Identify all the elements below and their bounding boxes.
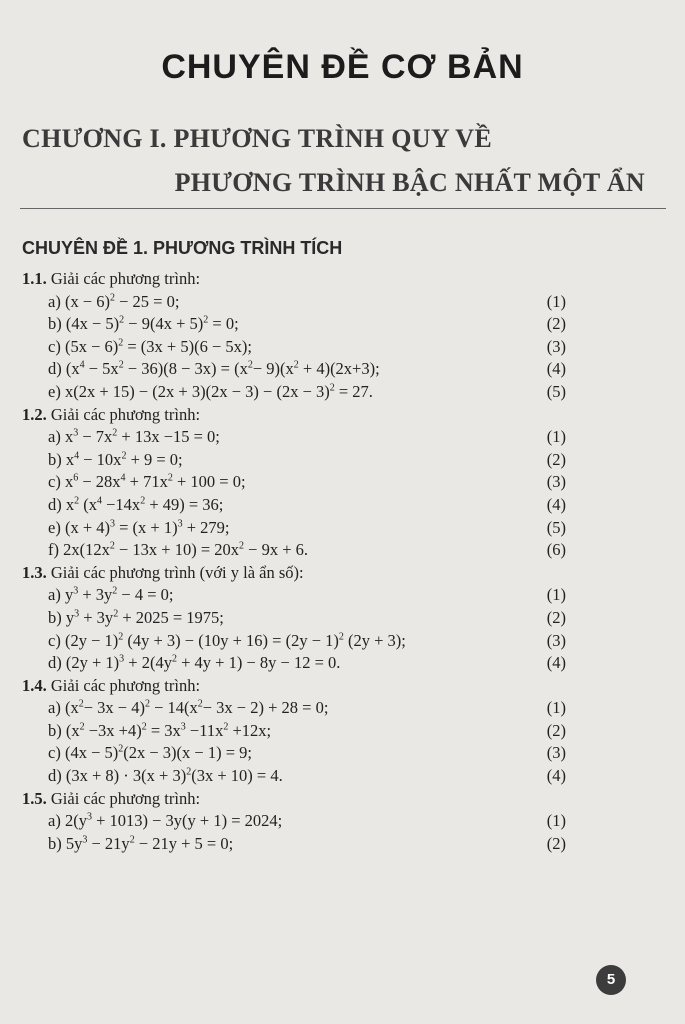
equation-number: (1): [546, 291, 566, 311]
equation-item: [22, 291, 632, 314]
equation-number: (6): [546, 540, 566, 560]
exercise-number: 1.3.: [22, 562, 47, 582]
equation-item: [22, 336, 632, 359]
equation-text: $(x^4 - 5x^2 - 36)(8 - 3x) = (x^2- 9)(x^2 + 4)(2x+3)$;: [65, 359, 380, 379]
chapter-title-line-2: PHƯƠNG TRÌNH BẬC NHẤT MỘT ẨN: [174, 168, 645, 197]
equation-label: d): [48, 653, 66, 673]
equation-label: f): [48, 540, 64, 560]
equation-label: b): [48, 314, 66, 334]
equation-item: [22, 607, 632, 630]
equation-item: [22, 449, 632, 472]
equation-item: [22, 584, 632, 607]
equation-text: $2(y^3 + 1013) - 3y(y + 1) = 2024$;: [64, 811, 283, 831]
equation-label: b): [48, 449, 66, 469]
equation-label: b): [48, 720, 66, 740]
equation-text: $5y^3 - 21y^2 - 21y + 5 = 0$;: [65, 833, 234, 853]
exercise-number: 1.1.: [22, 269, 47, 288]
equation-label: c): [48, 336, 65, 356]
equation-item: [22, 652, 632, 675]
equation-number: (3): [546, 743, 566, 763]
chapter-divider: [20, 208, 666, 209]
equation-item: [22, 539, 632, 562]
equation-label: d): [48, 494, 66, 514]
equation-text: $y^3 + 3y^2 - 4 = 0$;: [64, 585, 174, 605]
equation-text: $(4x - 5)^2(2x - 3)(x - 1) = 9$;: [64, 743, 252, 763]
equation-label: b): [48, 607, 66, 627]
exercise-heading: [22, 404, 632, 427]
equation-label: c): [48, 472, 65, 492]
equation-text: $(x - 6)^2 - 25 = 0$;: [64, 291, 180, 311]
equation-item: [22, 742, 632, 765]
equation-label: a): [48, 698, 65, 718]
equation-number: (3): [546, 630, 566, 650]
exercise-list: [22, 268, 632, 855]
equation-item: [22, 697, 632, 720]
equation-text: $(2y + 1)^3 + 2(4y^2 + 4y + 1) - 8y - 12 = 0$.: [65, 653, 341, 673]
equation-text: $x^2$ $(x^4 -14x^2 + 49) = 36$;: [65, 494, 224, 514]
equation-item: [22, 517, 632, 540]
part-title: CHUYÊN ĐỀ CƠ BẢN: [161, 48, 524, 86]
equation-text: $x^4 - 10x^2 + 9 = 0$;: [65, 449, 183, 469]
equation-text: $y^3 + 3y^2 + 2025 = 1975$;: [65, 607, 224, 627]
equation-number: (1): [546, 585, 566, 605]
equation-label: a): [48, 427, 65, 447]
topic-title: CHUYÊN ĐỀ 1. PHƯƠNG TRÌNH TÍCH: [22, 238, 343, 258]
equation-number: (2): [546, 833, 566, 853]
equation-text: $(x + 4)^3 = (x + 1)^3 + 279$;: [64, 517, 230, 537]
equation-label: a): [48, 291, 65, 311]
equation-item: [22, 630, 632, 653]
exercise-heading: [22, 268, 632, 291]
equation-number: (4): [546, 359, 566, 379]
exercise-heading: [22, 788, 632, 811]
equation-number: (1): [546, 698, 566, 718]
equation-item: [22, 358, 632, 381]
equation-number: (5): [546, 381, 566, 401]
equation-label: e): [48, 381, 65, 401]
equation-text: $x^3 - 7x^2 + 13x -15 = 0$;: [64, 427, 220, 447]
page-number-badge: 5: [596, 965, 626, 995]
equation-text: $x(2x + 15) - (2x + 3)(2x - 3) - (2x - 3)^2 = 27$.: [64, 381, 373, 401]
equation-number: (3): [546, 472, 566, 492]
equation-label: d): [48, 766, 66, 786]
equation-item: [22, 471, 632, 494]
exercise-number: 1.5.: [22, 788, 47, 808]
equation-item: [22, 765, 632, 788]
exercise-heading: [22, 675, 632, 698]
equation-text: $(3x + 8) \cdot 3(x + 3)^2(3x + 10) = 4$.: [65, 766, 283, 786]
equation-number: (2): [546, 720, 566, 740]
equation-number: (4): [546, 653, 566, 673]
equation-item: [22, 833, 632, 856]
equation-item: [22, 494, 632, 517]
equation-label: a): [48, 585, 65, 605]
equation-label: c): [48, 630, 65, 650]
equation-item: [22, 810, 632, 833]
equation-item: [22, 381, 632, 404]
exercise-number: 1.4.: [22, 675, 47, 695]
exercise-prompt: Giải các phương trình (với y là ẩn số):: [46, 562, 304, 582]
equation-text: $2x(12x^2 - 13x + 10) = 20x^2 - 9x + 6$.: [63, 540, 309, 560]
equation-label: d): [48, 359, 66, 379]
equation-text: $(x^2- 3x - 4)^2 - 14(x^2- 3x - 2) + 28 = 0$;: [64, 698, 329, 718]
equation-number: (2): [546, 314, 566, 334]
exercise-number: 1.2.: [22, 404, 47, 424]
equation-number: (4): [546, 766, 566, 786]
equation-text: $x^6 - 28x^4 + 71x^2 + 100 = 0$;: [64, 472, 246, 492]
exercise-prompt: Giải các phương trình:: [46, 675, 201, 695]
equation-number: (5): [546, 517, 566, 537]
exercise-prompt: Giải các phương trình:: [46, 404, 201, 424]
equation-text: $(2y - 1)^2$ $(4y + 3) - (10y + 16) = (2y - 1)^2$ (2y + 3);: [64, 630, 406, 650]
equation-label: b): [48, 833, 66, 853]
equation-text: $(5x - 6)^2 = (3x + 5)(6 - 5x)$;: [64, 336, 252, 356]
equation-item: [22, 426, 632, 449]
exercise-prompt: Giải các phương trình:: [46, 269, 201, 288]
equation-label: a): [48, 811, 65, 831]
chapter-title-line-1: CHƯƠNG I. PHƯƠNG TRÌNH QUY VỀ: [22, 124, 492, 153]
equation-number: (3): [546, 336, 566, 356]
equation-text: $(x^2 -3x +4)^2 = 3x^3 -11x^2 +12x$;: [65, 720, 272, 740]
exercise-prompt: Giải các phương trình:: [46, 788, 201, 808]
equation-item: [22, 313, 632, 336]
equation-item: [22, 720, 632, 743]
equation-label: e): [48, 517, 65, 537]
equation-text: $(4x - 5)^2 - 9(4x + 5)^2 = 0$;: [65, 314, 239, 334]
exercise-heading: [22, 562, 632, 585]
equation-number: (2): [546, 607, 566, 627]
equation-number: (1): [546, 811, 566, 831]
equation-number: (4): [546, 494, 566, 514]
equation-label: c): [48, 743, 65, 763]
equation-number: (2): [546, 449, 566, 469]
equation-number: (1): [546, 427, 566, 447]
